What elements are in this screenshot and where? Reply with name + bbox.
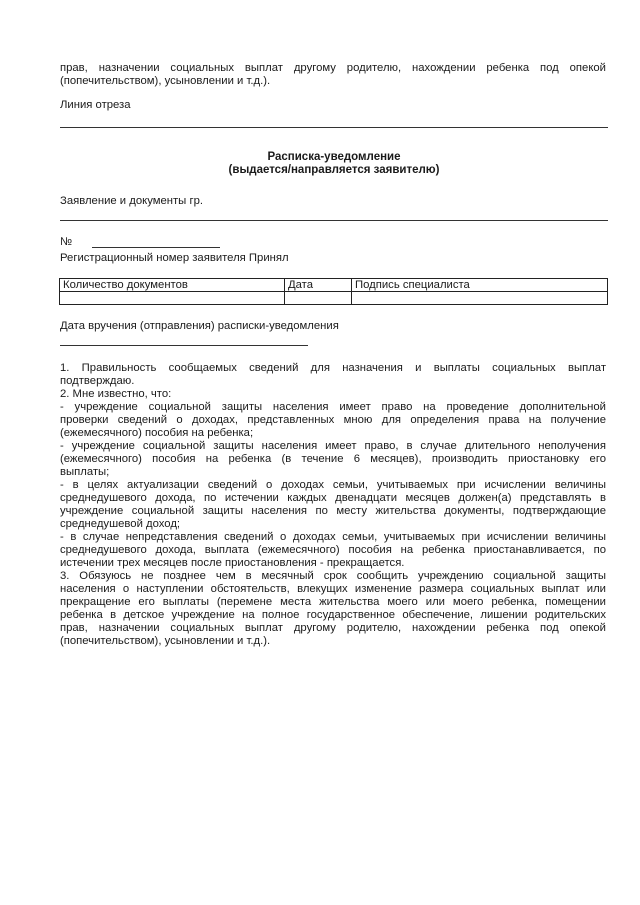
body-text [60,362,606,648]
body-line: проверки сведений о доходах, представленных мною для определения права на получение [60,414,606,426]
cell-date [285,292,352,305]
body-line: (ежемесячного) пособия на ребенка (в течение 6 месяцев), производить приостановку его [60,453,606,465]
body-line: среднедушевого дохода, по истечении каждых двенадцати месяцев должен(а) представлять в [60,492,606,504]
registration-line: Регистрационный номер заявителя Принял [60,252,289,264]
header-doc-count: Количество документов [60,279,285,292]
body-line: 2. Мне известно, что: [60,388,172,400]
body-line: (ежемесячного) пособия на ребенка; [60,427,254,439]
delivery-date-line [60,345,308,346]
top-fragment-line: (попечительством), усыновлении и т.д.). [60,75,271,87]
body-line: прав, назначении социальных выплат другому родителю, нахождении ребенка под опекой [60,622,606,634]
number-field-line [92,247,220,248]
cut-line [60,127,608,128]
receipt-title: Расписка-уведомление [267,151,401,163]
table-header-row [60,279,608,292]
body-line: подтверждаю. [60,375,135,387]
statement-label: Заявление и документы гр. [60,195,203,207]
top-fragment-line: прав, назначении социальных выплат другому родителю, нахождении ребенка под опекой [60,62,606,74]
body-line: истечении трех месяцев после приостановления - прекращается. [60,557,405,569]
statement-line [60,220,608,221]
cut-line-label: Линия отреза [60,99,131,111]
body-line: среднедушевой доход; [60,518,181,530]
body-line: 1. Правильность сообщаемых сведений для назначения и выплаты социальных выплат [60,362,606,374]
body-line: выплаты; [60,466,110,478]
body-line: - в случае непредставления сведений о доходах семьи, учитываемых при исчислении величины [60,531,606,543]
body-line: - учреждение социальной защиты населения имеет право, в случае длительного неполучения [60,440,606,452]
delivery-date-label: Дата вручения (отправления) расписки-уведомления [60,320,339,332]
table-row [60,292,608,305]
cell-doc-count [60,292,285,305]
body-line: ребенка в детское учреждение на полное государственное обеспечение, лишении родительских [60,609,606,621]
receipt-subtitle: (выдается/направляется заявителю) [228,164,440,176]
number-label: № [60,236,73,248]
body-line: прекращение его выплаты (перемене места жительства моего или моего ребенка, помещении [60,596,606,608]
body-line: - в целях актуализации сведений о доходах семьи, учитываемых при исчислении величины [60,479,606,491]
top-fragment [60,62,606,88]
header-specialist-signature: Подпись специалиста [352,279,608,292]
body-line: учреждение социальной защиты населения по месту жительства документы, подтверждающие [60,505,606,517]
body-line: среднедушевого дохода, выплата (ежемесячного) пособия на ребенка приостанавливается, по [60,544,606,556]
body-line: (попечительством), усыновлении и т.д.). [60,635,271,647]
cell-specialist-signature [352,292,608,305]
header-date: Дата [285,279,352,292]
body-line: - учреждение социальной защиты населения имеет право на проведение дополнительной [60,401,606,413]
documents-table [59,278,608,305]
body-line: населения о наступлении обстоятельств, влекущих изменение размера социальных выплат или [60,583,606,595]
body-line: 3. Обязуюсь не позднее чем в месячный срок сообщить учреждению социальной защиты [60,570,606,582]
